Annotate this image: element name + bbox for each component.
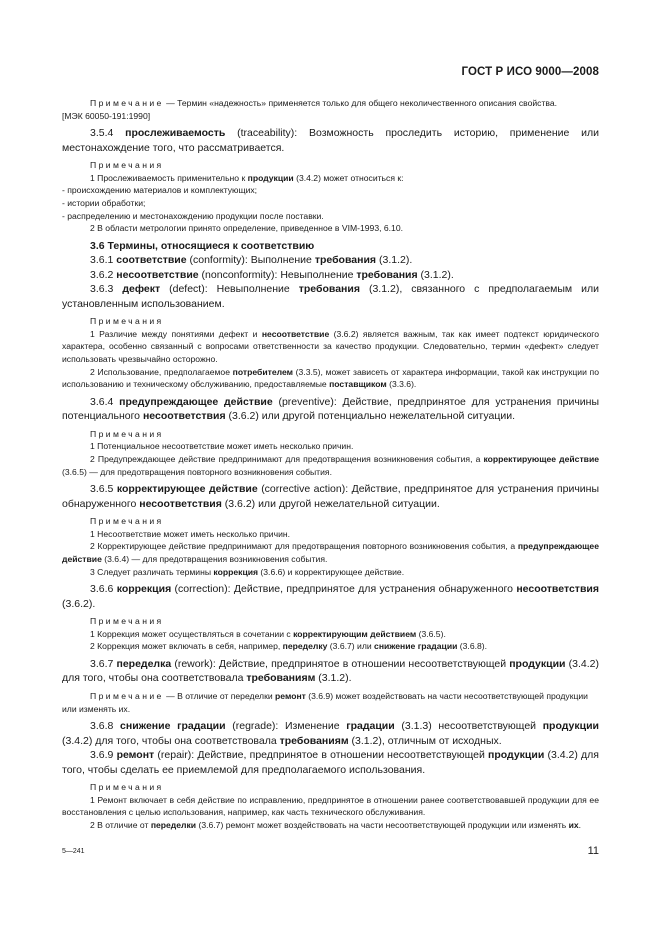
note-item	[62, 366, 599, 391]
text-run: (3.1.2), отличным от исходных.	[348, 734, 502, 747]
term-bold: требования	[314, 254, 377, 267]
text-run: 3.6.6	[90, 583, 117, 596]
text-run: (3.6.5).	[416, 628, 446, 639]
text-run: (3.3.6).	[386, 379, 417, 390]
note-label: Примечания	[90, 316, 164, 327]
term-bold: требованиям	[279, 734, 349, 747]
note-item	[62, 528, 599, 541]
term-bold: продукции	[488, 749, 545, 762]
note-item	[62, 819, 599, 832]
note-item	[62, 540, 599, 565]
text-run: (conformity): Выполнение	[186, 254, 315, 267]
term-definition	[62, 748, 599, 777]
note-heading	[62, 159, 599, 172]
term-bold: поставщиком	[329, 379, 387, 390]
term-bold: несоответствие	[261, 328, 330, 339]
note-label: Примечания	[90, 516, 164, 527]
term-bold: продукции	[542, 720, 599, 733]
term-bold: коррекция	[116, 583, 172, 596]
note-heading	[62, 690, 599, 715]
text-run: (3.6.8).	[457, 641, 488, 652]
note-heading	[62, 315, 599, 328]
term-definition	[62, 719, 599, 748]
term-definition	[62, 282, 599, 311]
term-bold: прослеживаемость	[125, 127, 226, 140]
text-run: (preventive): Действие, предпринятое для устранения причины потенциального	[62, 395, 600, 423]
text-run: (defect): Невыполнение	[160, 283, 299, 296]
text-run: 1 Потенциальное несоответствие может иметь несколько причин.	[90, 441, 354, 452]
note-heading	[62, 428, 599, 441]
text-run: — В отличие от переделки	[163, 690, 276, 701]
text-run: 1 Прослеживаемость применительно к	[90, 172, 248, 183]
term-bold: требования	[298, 283, 360, 296]
term-bold: ремонт	[116, 749, 155, 762]
note-heading	[62, 97, 599, 110]
note-text: — Термин «надежность» применяется только для общего неколичественного описания свойства.	[163, 98, 558, 108]
note-item	[62, 628, 599, 641]
term-bold: переделку	[282, 641, 328, 652]
text-run: 3.5.4	[90, 127, 126, 140]
text-run: (3.6.2).	[62, 597, 96, 610]
term-definition	[62, 253, 599, 268]
text-run: (repair): Действие, предпринятое в отношении несоответствующей	[154, 749, 489, 762]
term-bold: коррекция	[213, 566, 259, 577]
text-run: (3.1.2).	[376, 254, 413, 267]
text-run: (3.6.9) может воздействовать на части несоответствующей продукции или изменять их.	[62, 690, 588, 714]
term-bold: ремонт	[275, 690, 306, 701]
text-run: (3.6.6) и корректирующее действие.	[258, 566, 405, 577]
text-run: (3.4.2) для того, чтобы она соответствовала	[62, 657, 599, 685]
text-run: .	[578, 819, 582, 830]
term-bold: их	[568, 819, 579, 830]
text-run: (3.6.2) или другой нежелательной ситуации.	[221, 497, 440, 510]
term-bold: продукции	[247, 172, 294, 183]
term-bold: соответствие	[116, 254, 187, 267]
text-run: 3.6.3	[90, 283, 123, 296]
list-item: - распределению и местонахождению продукции после поставки.	[62, 210, 324, 221]
text-run: (3.1.2).	[417, 268, 454, 281]
term-bold: переделка	[116, 657, 172, 670]
section-heading: 3.6 Термины, относящиеся к соответствию	[90, 239, 315, 252]
term-bold: корректирующее действие	[116, 483, 258, 496]
note-label: Примечания	[90, 616, 164, 627]
text-run: (3.4.2) может относиться к:	[293, 172, 404, 183]
note-item	[62, 172, 599, 185]
document-header: ГОСТ Р ИСО 9000—2008	[461, 66, 599, 78]
term-definition	[62, 395, 599, 424]
text-run: 3.6.2	[90, 268, 117, 281]
text-run: 3.6.7	[90, 657, 117, 670]
text-run: 1 Коррекция может осуществляться в сочетании с	[90, 628, 294, 639]
text-run: (3.6.5) — для предотвращения повторного возникновения события.	[62, 466, 332, 477]
term-bold: несоответствие	[116, 268, 199, 281]
text-run: (rework): Действие, предпринятое в отношении несоответствующей	[171, 657, 510, 670]
term-bold: продукции	[509, 657, 566, 670]
note-heading	[62, 781, 599, 794]
note-label: Примечания	[90, 160, 164, 171]
note-label: Примечания	[90, 782, 164, 793]
term-bold: градации	[346, 720, 395, 733]
text-run: 2 Использование, предполагаемое	[90, 366, 233, 377]
term-bold: снижение градации	[374, 641, 458, 652]
text-run: (nonconformity): Невыполнение	[198, 268, 357, 281]
text-run: 2 В области метрологии принято определение, приведенное в VIM-1993, 6.10.	[90, 223, 404, 234]
list-item: [МЭК 60050-191:1990]	[62, 110, 151, 121]
note-item	[62, 222, 599, 235]
note-item	[62, 328, 599, 366]
note-label: Примечание	[90, 98, 164, 108]
term-bold: дефект	[122, 283, 161, 296]
term-bold: предупреждающее действие	[62, 541, 599, 564]
footer-print-code: 5—241	[62, 848, 85, 855]
text-run: (3.4.2) для того, чтобы сделать ее приемлемой для предполагаемого использования.	[62, 749, 599, 776]
note-heading	[62, 515, 599, 528]
text-run: 3.6.4	[90, 395, 120, 408]
text-run: (corrective action): Действие, предпринятое для устранения причины обнаруженного	[62, 483, 600, 510]
text-run: (3.4.2) для того, чтобы она соответствовала	[62, 734, 280, 747]
text-run: (3.6.2) или другой потенциально нежелательной ситуации.	[225, 410, 515, 423]
text-run: 3.6.8	[90, 720, 121, 733]
text-run: 2 Корректирующее действие предпринимают для предотвращения повторного возникновения события, а	[90, 541, 518, 552]
term-bold: потребителем	[232, 366, 293, 377]
text-run: (3.6.2) является важным, так как имеет подтекст юридического характера, особенно связанный с вопросами ответственности за качество продукции. Следовательно, термин «дефект» следует использовать чрезвычайно осторожно.	[62, 328, 599, 365]
text-run: (correction): Действие, предпринятое для устранения обнаруженного	[171, 583, 517, 596]
note-label: Примечания	[90, 428, 164, 439]
term-bold: переделки	[150, 819, 197, 830]
text-run: (regrade): Изменение	[225, 720, 347, 733]
text-run: (3.6.7) или	[327, 641, 375, 652]
term-definition	[62, 582, 599, 611]
text-run: (3.1.2).	[315, 672, 352, 685]
term-bold: несоответствия	[516, 583, 599, 596]
text-run: 2 В отличие от	[90, 819, 151, 830]
list-item: - истории обработки;	[62, 197, 146, 208]
term-bold: корректирующим действием	[293, 628, 417, 639]
text-run: (3.1.2), связанного с предполагаемым или установленным использованием.	[62, 283, 599, 310]
text-run: 3.6.9	[90, 749, 117, 762]
term-definition	[62, 482, 599, 511]
text-run: 1 Несоответствие может иметь несколько причин.	[90, 528, 291, 539]
term-bold: требованиям	[246, 672, 316, 685]
text-run: 3 Следует различать термины	[90, 566, 214, 577]
text-run: (3.1.3) несоответствующей	[394, 720, 543, 733]
term-definition	[62, 126, 599, 155]
text-run: (3.6.7) ремонт может воздействовать на части несоответствующей продукции или изменять	[196, 819, 569, 830]
term-bold: снижение градации	[120, 720, 226, 733]
note-item	[62, 640, 599, 653]
note-heading	[62, 615, 599, 628]
note-label: Примечание	[90, 690, 164, 701]
note-item	[62, 440, 599, 453]
term-bold: предупреждающее действие	[119, 395, 273, 408]
text-run: 2 Предупреждающее действие предпринимают для предотвращения возникновения события, а	[90, 454, 484, 464]
text-run: (traceability): Возможность проследить историю, применение или местонахождение того, что рассматривается.	[62, 127, 599, 154]
page-number: 11	[587, 845, 599, 857]
text-run: 2 Коррекция может включать в себя, например,	[90, 641, 283, 652]
text-run: (3.6.4) — для предотвращения возникновения события.	[101, 553, 328, 564]
term-definition	[62, 657, 599, 686]
text-run: 3.6.5	[90, 483, 117, 496]
note-item	[62, 453, 599, 478]
text-run: 3.6.1	[90, 254, 117, 267]
term-bold: требования	[356, 268, 418, 281]
note-item	[62, 566, 599, 579]
list-item: - происхождению материалов и комплектующих;	[62, 185, 258, 196]
text-run: 1 Ремонт включает в себя действие по исправлению, предпринятое в отношении ранее соответствовавшей продукции для ее восстановления с целью использования, например, как часть технического обслуживания.	[62, 794, 599, 818]
term-bold: несоответствия	[139, 497, 222, 510]
term-definition	[62, 268, 599, 283]
document-body	[62, 97, 599, 832]
note-item	[62, 794, 599, 819]
term-bold: корректирующее действие	[483, 454, 600, 464]
term-bold: несоответствия	[142, 410, 226, 423]
text-run: (3.3.5), может зависеть от характера информации, такой как инструкции по использованию и техническому обслуживанию, предоставляемые	[62, 366, 599, 390]
text-run: 1 Различие между понятиями дефект и	[90, 328, 262, 339]
